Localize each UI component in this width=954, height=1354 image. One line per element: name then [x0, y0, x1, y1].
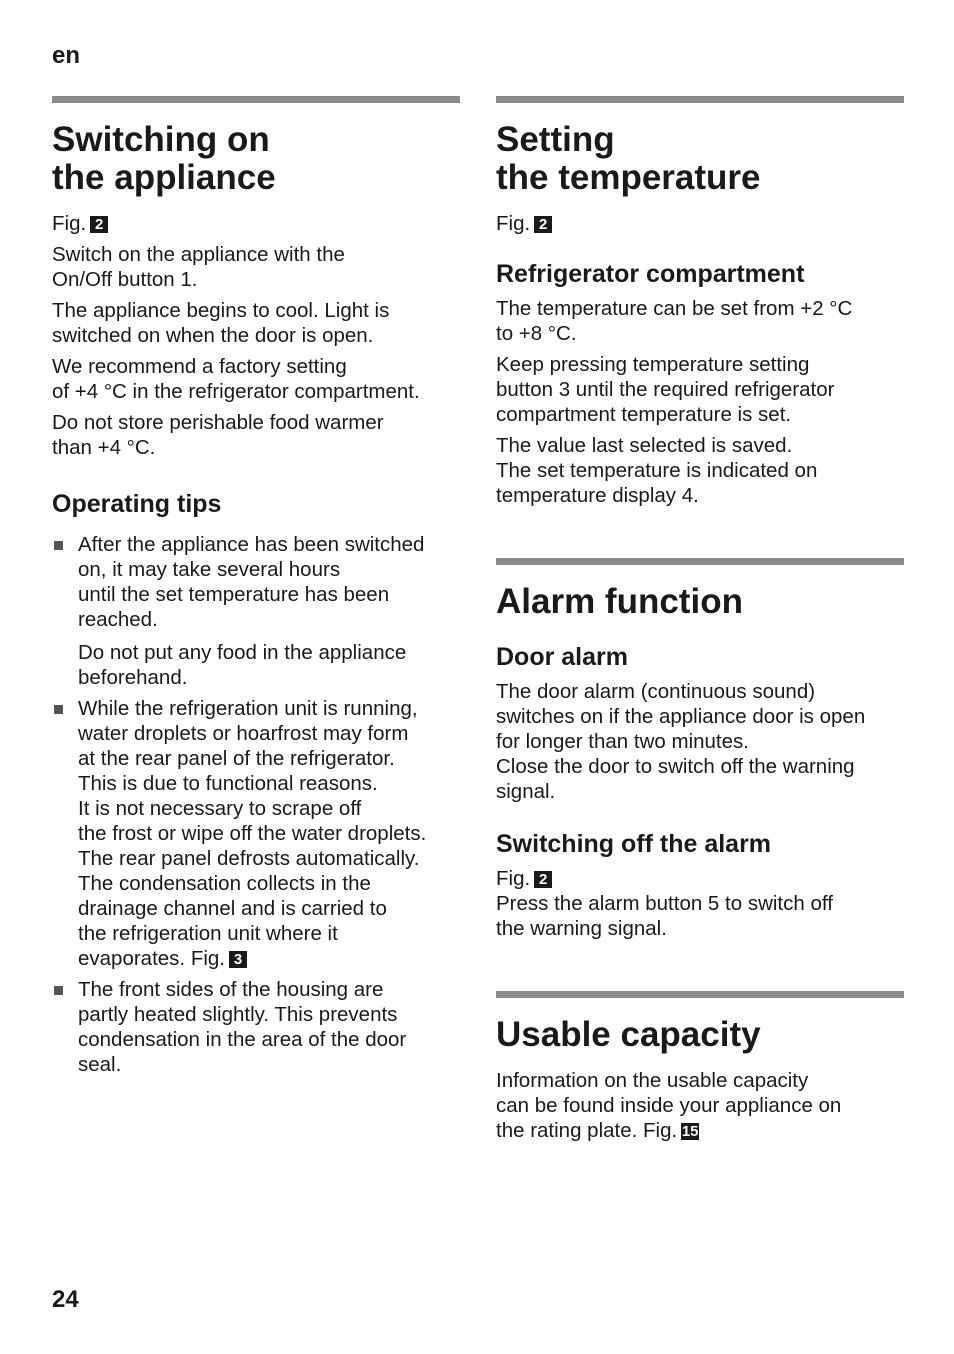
left-column	[52, 96, 460, 1083]
list-item	[52, 696, 460, 971]
subheading-refrigerator-compartment: Refrigerator compartment	[496, 260, 805, 288]
list-item	[52, 977, 460, 1077]
bullet-square-icon	[54, 705, 63, 714]
fig-label: Fig.	[52, 212, 87, 235]
paragraph: The appliance begins to cool. Light is switched on when the door is open.	[52, 299, 390, 347]
paragraph-body: Information on the usable capacity can be found inside your appliance on the rating plate. Fig.	[496, 1069, 842, 1142]
bullet-square-icon	[54, 986, 63, 995]
bullet-square-icon	[54, 541, 63, 550]
list-item-text: After the appliance has been switched on, it may take several hours until the set temperature has been reached.	[78, 533, 425, 631]
fig-reference	[52, 211, 460, 236]
paragraph: Switch on the appliance with the On/Off button 1.	[52, 243, 345, 291]
tips-list	[52, 532, 460, 1077]
section-rule	[496, 991, 904, 998]
fig-label: Fig.	[496, 212, 531, 235]
list-item-text-body: While the refrigeration unit is running, water droplets or hoarfrost may form at the rear panel of the refrigerator. This is due to functional reasons. It is not necessary to scrape off the frost or wipe off the water droplets. The rear panel defrosts automatically. The condensation collects in the drainage channel and is carried to the refrigeration unit where it evaporates. Fig.	[78, 697, 427, 970]
fig-number-badge: 2	[534, 871, 552, 888]
section-title-setting-temperature: Setting the temperature	[496, 120, 761, 197]
subheading-operating-tips: Operating tips	[52, 490, 222, 518]
fig-label: Fig.	[496, 867, 531, 890]
paragraph: Keep pressing temperature setting button 3 until the required refrigerator compartment temperature is set.	[496, 353, 835, 426]
subheading-door-alarm: Door alarm	[496, 643, 628, 671]
section-rule	[496, 558, 904, 565]
list-item-subtext: Do not put any food in the appliance beforehand.	[78, 641, 407, 689]
paragraph: The value last selected is saved. The set temperature is indicated on temperature display 4.	[496, 434, 818, 507]
section-rule	[52, 96, 460, 103]
language-label: en	[52, 42, 81, 69]
paragraph: The door alarm (continuous sound) switches on if the appliance door is open for longer than two minutes. Close the door to switch off the warning signal.	[496, 680, 866, 803]
paragraph: Press the alarm button 5 to switch off the warning signal.	[496, 892, 833, 940]
right-column	[496, 96, 904, 1149]
list-item-text: The front sides of the housing are partly heated slightly. This prevents condensation in the area of the door seal.	[78, 978, 407, 1076]
fig-reference	[496, 866, 904, 891]
fig-number-badge: 2	[534, 216, 552, 233]
page-number: 24	[52, 1286, 79, 1313]
paragraph: The temperature can be set from +2 °C to +8 °C.	[496, 297, 853, 345]
section-title-switching-on: Switching on the appliance	[52, 120, 276, 197]
section-title-alarm-function: Alarm function	[496, 582, 743, 621]
paragraph: We recommend a factory setting of +4 °C in the refrigerator compartment.	[52, 355, 420, 403]
list-item	[52, 532, 460, 690]
section-rule	[496, 96, 904, 103]
list-item-text	[78, 696, 460, 971]
fig-number-badge: 2	[90, 216, 108, 233]
subheading-switching-off-alarm: Switching off the alarm	[496, 830, 772, 858]
paragraph: Do not store perishable food warmer than +4 °C.	[52, 411, 384, 459]
paragraph	[496, 1068, 904, 1143]
fig-number-badge: 15	[681, 1123, 699, 1140]
fig-number-badge: 3	[229, 951, 247, 968]
spacer	[496, 947, 904, 991]
section-title-usable-capacity: Usable capacity	[496, 1015, 761, 1054]
spacer	[496, 514, 904, 558]
fig-reference	[496, 211, 904, 236]
